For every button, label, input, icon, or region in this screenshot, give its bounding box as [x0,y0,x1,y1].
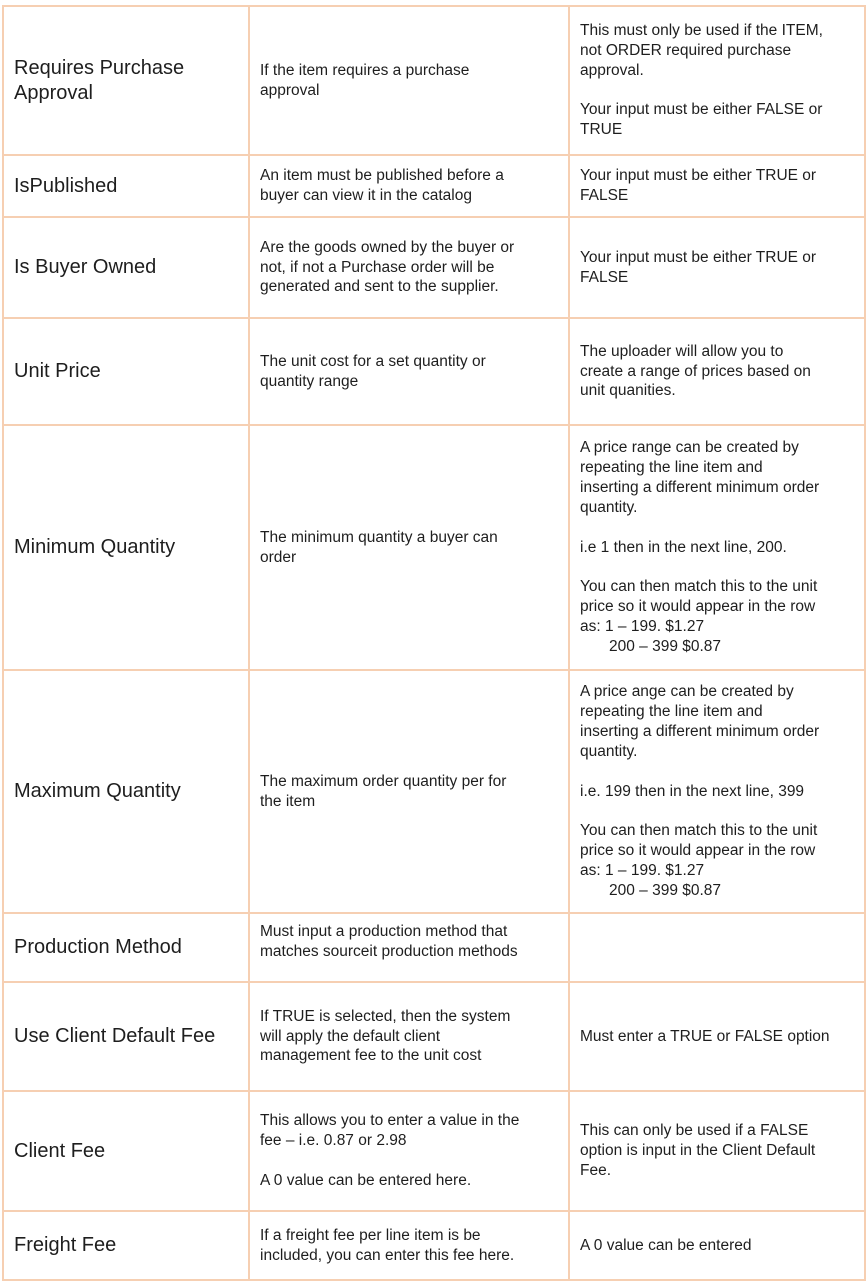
field-name-cell [3,155,249,217]
table-row [3,6,865,155]
field-name-cell [3,217,249,318]
field-name-cell [3,6,249,155]
notes-cell [569,982,865,1091]
field-name-cell [3,318,249,425]
notes-text: Must enter a TRUE or FALSE option [580,1027,830,1045]
description-cell [249,6,569,155]
description-cell [249,155,569,217]
notes-text: A price ange can be created by repeating the line item and inserting a different minimum order quantity. [580,683,820,760]
description-text: This allows you to enter a value in the fee – i.e. 0.87 or 2.98 [260,1112,520,1150]
table-row [3,1211,865,1280]
notes-cell [569,425,865,670]
notes-text: Your input must be either FALSE or TRUE [580,101,823,139]
description-text: If the item requires a purchase approval [260,61,470,99]
description-cell [249,1091,569,1211]
notes-text-indented: 200 – 399 $0.87 [609,881,722,899]
notes-text: Your input must be either TRUE or FALSE [580,167,817,204]
field-definitions-table [2,5,866,1281]
notes-cell [569,6,865,155]
table-row [3,425,865,670]
notes-text-indented: 200 – 399 $0.87 [609,637,722,655]
description-text: An item must be published before a buyer can view it in the catalog [260,167,504,204]
field-name-cell [3,670,249,913]
description-text: The maximum order quantity per for the item [260,772,507,810]
notes-cell [569,1091,865,1211]
description-text: A 0 value can be entered here. [260,1171,472,1189]
field-name-cell [3,425,249,670]
field-name: Minimum Quantity [14,536,176,558]
notes-text: A 0 value can be entered [580,1236,752,1254]
table-row [3,913,865,982]
notes-text: This can only be used if a FALSE option is input in the Client Default Fee. [580,1122,816,1179]
field-name-cell [3,913,249,982]
field-name: Production Method [14,936,182,958]
field-name: Unit Price [14,360,101,382]
field-name: Use Client Default Fee [14,1025,216,1047]
description-text: If a freight fee per line item is be included, you can enter this fee here. [260,1226,515,1264]
description-cell [249,982,569,1091]
table-row [3,217,865,318]
notes-cell [569,217,865,318]
table-row [3,1091,865,1211]
field-name: Requires Purchase Approval [14,56,185,104]
description-cell [249,217,569,318]
notes-text: You can then match this to the unit price so it would appear in the row as: 1 – 199. $1.27 [580,578,818,635]
notes-cell [569,670,865,913]
notes-text: i.e. 199 then in the next line, 399 [580,782,805,800]
description-cell [249,318,569,425]
description-text: The unit cost for a set quantity or quantity range [260,352,486,390]
field-name: Is Buyer Owned [14,256,157,278]
notes-text: Your input must be either TRUE or FALSE [580,248,817,286]
description-text: The minimum quantity a buyer can order [260,528,498,566]
field-name: IsPublished [14,174,118,197]
field-name: Client Fee [14,1139,106,1162]
description-cell [249,1211,569,1280]
notes-cell [569,155,865,217]
field-name-cell [3,1211,249,1280]
description-text: Are the goods owned by the buyer or not, if not a Purchase order will be generated and sent to the supplier. [260,238,515,296]
table-row [3,982,865,1091]
notes-cell [569,1211,865,1280]
table-row [3,670,865,913]
field-name-cell [3,1091,249,1211]
notes-cell [569,913,865,982]
description-cell [249,425,569,670]
table-row [3,318,865,425]
notes-text: A price range can be created by repeating the line item and inserting a different minimum order quantity. [580,439,820,516]
description-text: If TRUE is selected, then the system will apply the default client management fee to the unit cost [260,1007,511,1065]
field-name: Maximum Quantity [14,780,181,802]
description-cell [249,670,569,913]
description-cell [249,913,569,982]
table-row [3,155,865,217]
notes-text: This must only be used if the ITEM, not ORDER required purchase approval. [580,22,823,79]
field-name-cell [3,982,249,1091]
notes-text: You can then match this to the unit price so it would appear in the row as: 1 – 199. $1.27 [580,822,818,879]
field-name: Freight Fee [14,1234,117,1256]
notes-cell [569,318,865,425]
description-text: Must input a production method that matches sourceit production methods [260,922,518,960]
notes-text: The uploader will allow you to create a range of prices based on unit quanities. [580,342,811,400]
notes-text: i.e 1 then in the next line, 200. [580,538,787,556]
